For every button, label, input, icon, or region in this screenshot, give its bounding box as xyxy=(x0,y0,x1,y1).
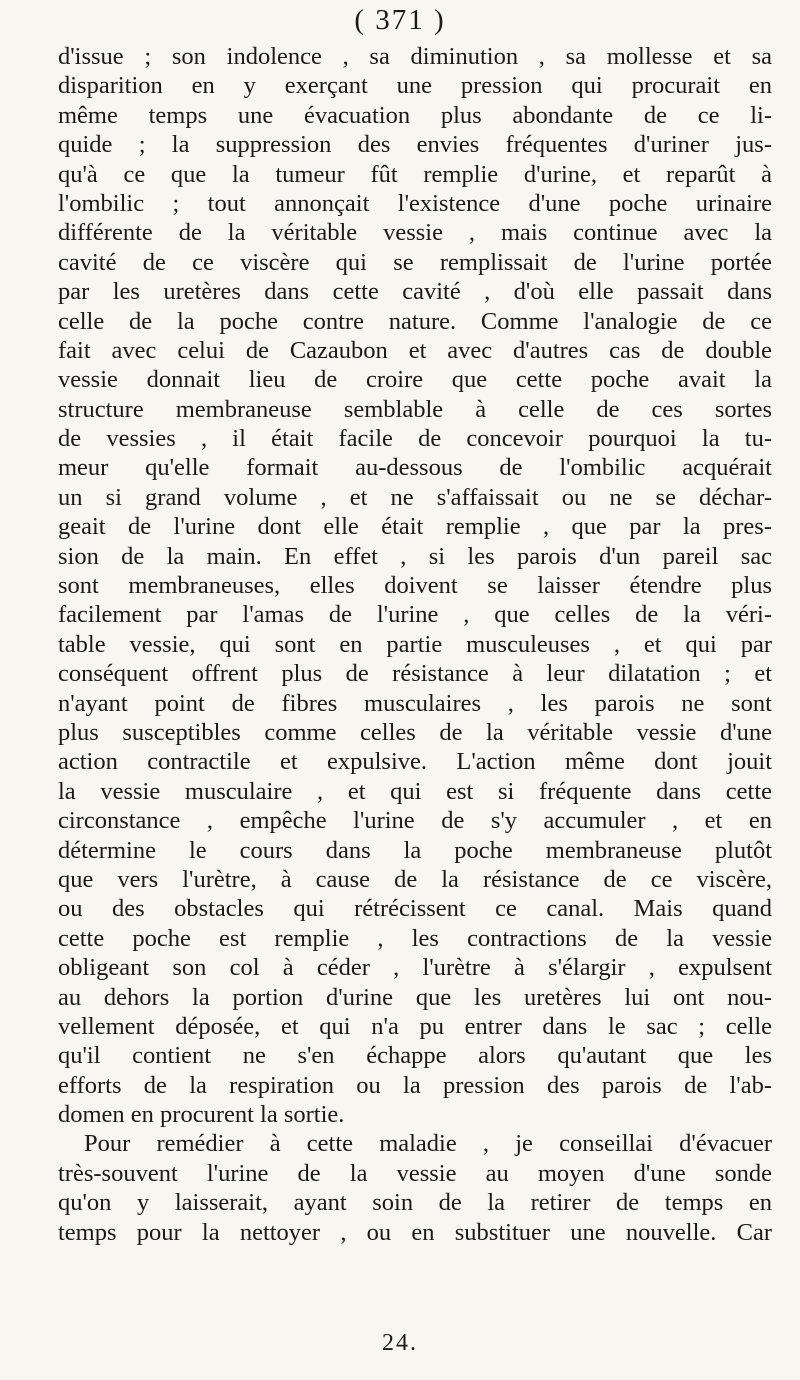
text-line: même temps une évacuation plus abondante de ce li- xyxy=(58,101,772,129)
paragraph-end-line: domen en procurent la sortie. xyxy=(58,1101,345,1129)
text-line: très-souvent l'urine de la vessie au moyen d'une sonde xyxy=(58,1159,772,1187)
text-line: qu'à ce que la tumeur fût remplie d'urine, et reparût à xyxy=(58,160,772,188)
printer-signature-mark: 24. xyxy=(382,1330,418,1356)
text-line: que vers l'urètre, à cause de la résistance de ce viscère, xyxy=(58,865,772,893)
text-line: vessie donnait lieu de croire que cette poche avait la xyxy=(58,366,772,394)
text-line: de vessies , il était facile de concevoir pourquoi la tu- xyxy=(58,425,772,453)
text-line: ou des obstacles qui rétrécissent ce canal. Mais quand xyxy=(58,895,772,923)
text-line: sion de la main. En effet , si les parois d'un pareil sac xyxy=(58,542,772,570)
text-line: fait avec celui de Cazaubon et avec d'autres cas de double xyxy=(58,336,772,364)
text-line: d'issue ; son indolence , sa diminution , sa mollesse et sa xyxy=(58,43,772,70)
text-line: geait de l'urine dont elle était remplie , que par la pres- xyxy=(58,513,772,541)
text-line: cette poche est remplie , les contractions de la vessie xyxy=(58,924,772,952)
text-line: un si grand volume , et ne s'affaissait ou ne se déchar- xyxy=(58,483,772,511)
text-line: circonstance , empêche l'urine de s'y accumuler , et en xyxy=(58,807,772,835)
text-line: temps pour la nettoyer , ou en substituer une nouvelle. Car xyxy=(58,1218,772,1246)
text-line: action contractile et expulsive. L'action même dont jouit xyxy=(58,748,772,776)
text-line: différente de la véritable vessie , mais continue avec la xyxy=(58,219,772,247)
text-line: disparition en y exerçant une pression qui procurait en xyxy=(58,72,772,100)
text-line: qu'on y laisserait, ayant soin de la retirer de temps en xyxy=(58,1189,772,1217)
text-line: obligeant son col à céder , l'urètre à s'élargir , expulsent xyxy=(58,954,772,982)
text-line: qu'il contient ne s'en échappe alors qu'autant que les xyxy=(58,1042,772,1070)
text-line: au dehors la portion d'urine que les uretères lui ont nou- xyxy=(58,983,772,1011)
page-number: ( 371 ) xyxy=(354,4,446,36)
text-line: n'ayant point de fibres musculaires , les parois ne sont xyxy=(58,689,772,717)
text-line: structure membraneuse semblable à celle de ces sortes xyxy=(58,395,772,423)
text-line: table vessie, qui sont en partie musculeuses , et qui par xyxy=(58,630,772,658)
text-line: meur qu'elle formait au-dessous de l'ombilic acquérait xyxy=(58,454,772,482)
text-line: celle de la poche contre nature. Comme l'analogie de ce xyxy=(58,307,772,335)
text-line: l'ombilic ; tout annonçait l'existence d'une poche urinaire xyxy=(58,189,772,217)
text-line: facilement par l'amas de l'urine , que celles de la véri- xyxy=(58,601,772,629)
text-line: cavité de ce viscère qui se remplissait de l'urine portée xyxy=(58,248,772,276)
text-line: détermine le cours dans la poche membraneuse plutôt xyxy=(58,836,772,864)
text-line: sont membraneuses, elles doivent se laisser étendre plus xyxy=(58,572,772,600)
text-line: efforts de la respiration ou la pression des parois de l'ab- xyxy=(58,1071,772,1099)
body-text xyxy=(58,42,772,1247)
text-line: plus susceptibles comme celles de la véritable vessie d'une xyxy=(58,718,772,746)
paragraph-start-line: Pour remédier à cette maladie , je conseillai d'évacuer xyxy=(84,1130,772,1158)
text-line: quide ; la suppression des envies fréquentes d'uriner jus- xyxy=(58,131,772,159)
text-line: vellement déposée, et qui n'a pu entrer dans le sac ; celle xyxy=(58,1012,772,1040)
text-line: conséquent offrent plus de résistance à leur dilatation ; et xyxy=(58,660,772,688)
text-line: par les uretères dans cette cavité , d'où elle passait dans xyxy=(58,278,772,306)
text-line: la vessie musculaire , et qui est si fréquente dans cette xyxy=(58,777,772,805)
